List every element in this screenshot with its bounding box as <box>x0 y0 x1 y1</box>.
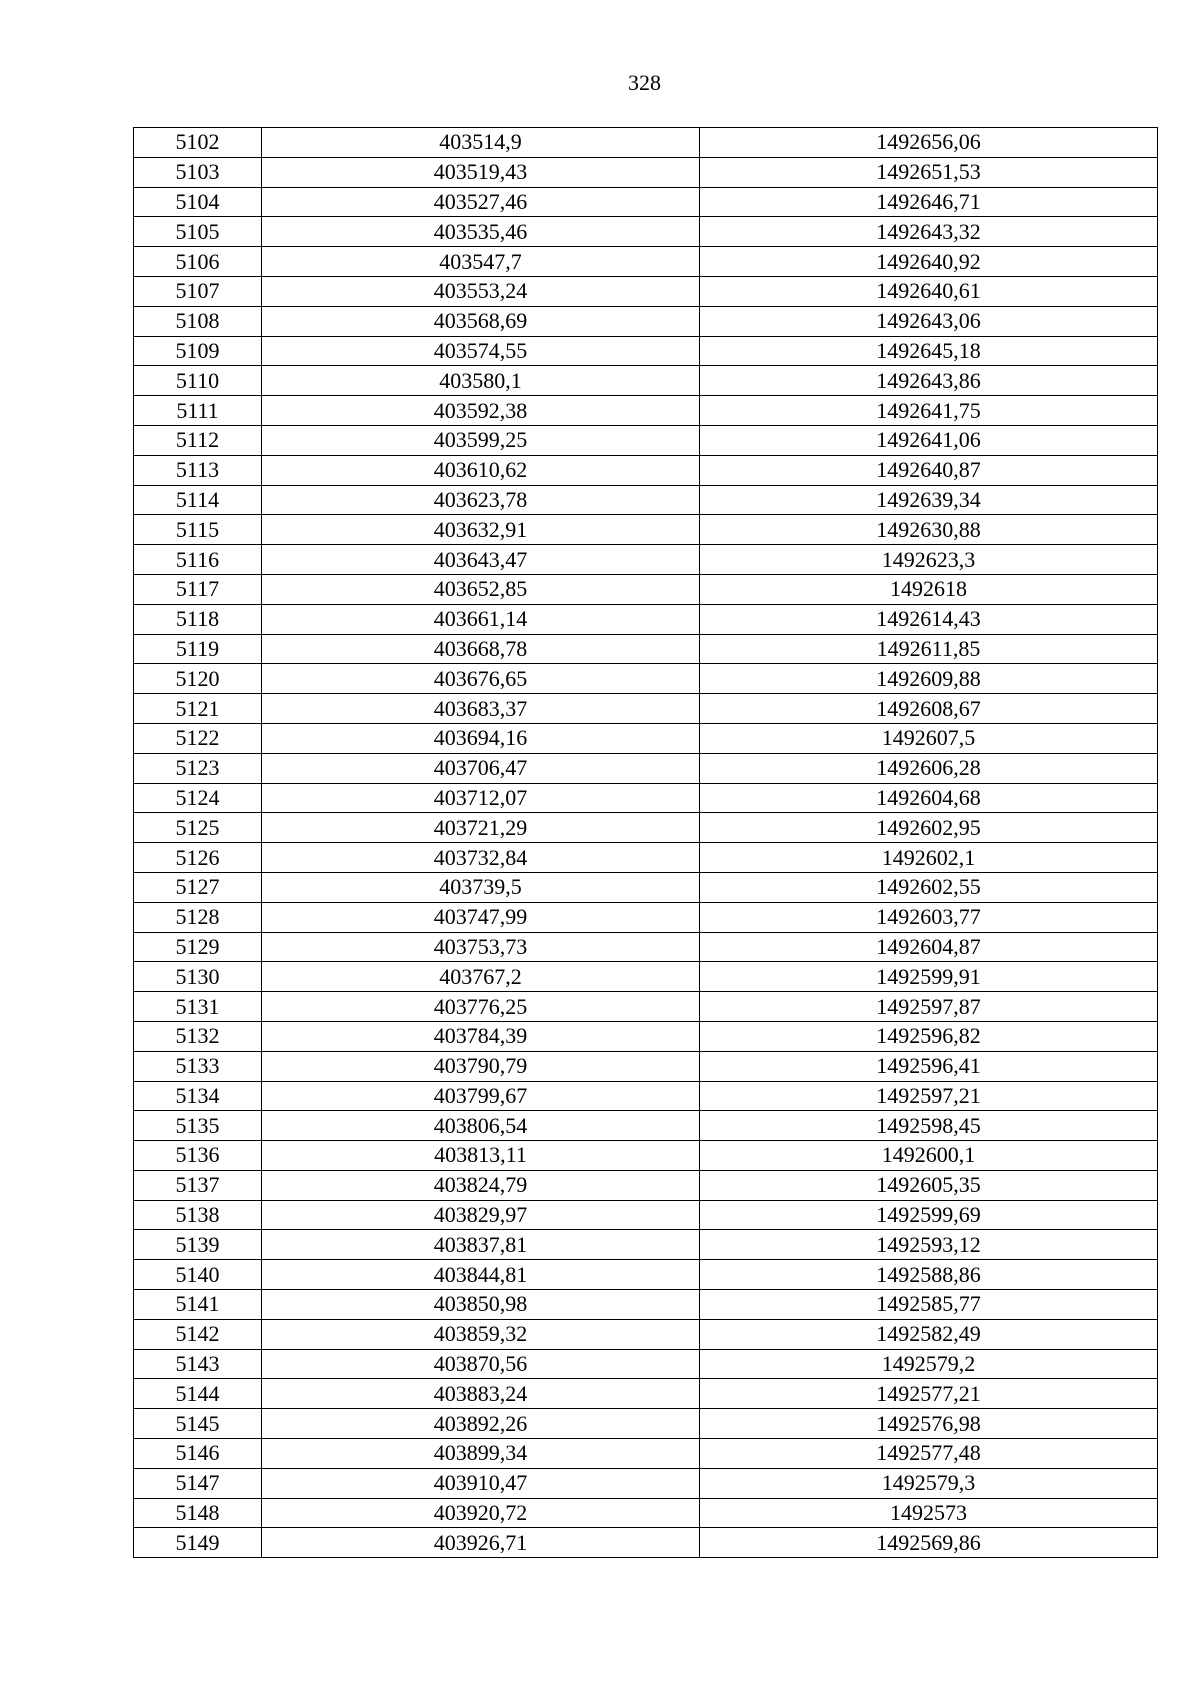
point-number-cell: 5117 <box>134 574 262 604</box>
point-number-cell: 5127 <box>134 872 262 902</box>
x-coordinate-cell: 403676,65 <box>262 664 700 694</box>
table-row <box>134 1528 1158 1558</box>
point-number-cell: 5149 <box>134 1528 262 1558</box>
y-coordinate-cell: 1492577,21 <box>700 1379 1158 1409</box>
y-coordinate-cell: 1492639,34 <box>700 485 1158 515</box>
y-coordinate-cell: 1492607,5 <box>700 723 1158 753</box>
table-row <box>134 128 1158 158</box>
point-number-cell: 5124 <box>134 783 262 813</box>
y-coordinate-cell: 1492641,75 <box>700 396 1158 426</box>
x-coordinate-cell: 403883,24 <box>262 1379 700 1409</box>
y-coordinate-cell: 1492604,68 <box>700 783 1158 813</box>
y-coordinate-cell: 1492646,71 <box>700 187 1158 217</box>
x-coordinate-cell: 403870,56 <box>262 1349 700 1379</box>
point-number-cell: 5121 <box>134 694 262 724</box>
point-number-cell: 5134 <box>134 1081 262 1111</box>
x-coordinate-cell: 403706,47 <box>262 753 700 783</box>
table-row <box>134 515 1158 545</box>
point-number-cell: 5146 <box>134 1439 262 1469</box>
point-number-cell: 5139 <box>134 1230 262 1260</box>
x-coordinate-cell: 403623,78 <box>262 485 700 515</box>
table-row <box>134 276 1158 306</box>
point-number-cell: 5102 <box>134 128 262 158</box>
point-number-cell: 5120 <box>134 664 262 694</box>
point-number-cell: 5103 <box>134 157 262 187</box>
point-number-cell: 5141 <box>134 1290 262 1320</box>
coordinates-table-body <box>134 128 1158 1558</box>
y-coordinate-cell: 1492643,06 <box>700 306 1158 336</box>
y-coordinate-cell: 1492640,61 <box>700 276 1158 306</box>
y-coordinate-cell: 1492602,55 <box>700 872 1158 902</box>
y-coordinate-cell: 1492582,49 <box>700 1319 1158 1349</box>
y-coordinate-cell: 1492611,85 <box>700 634 1158 664</box>
table-row <box>134 783 1158 813</box>
table-row <box>134 1349 1158 1379</box>
table-row <box>134 1260 1158 1290</box>
x-coordinate-cell: 403844,81 <box>262 1260 700 1290</box>
point-number-cell: 5135 <box>134 1111 262 1141</box>
point-number-cell: 5109 <box>134 336 262 366</box>
point-number-cell: 5104 <box>134 187 262 217</box>
x-coordinate-cell: 403694,16 <box>262 723 700 753</box>
y-coordinate-cell: 1492598,45 <box>700 1111 1158 1141</box>
y-coordinate-cell: 1492600,1 <box>700 1141 1158 1171</box>
y-coordinate-cell: 1492579,3 <box>700 1468 1158 1498</box>
y-coordinate-cell: 1492588,86 <box>700 1260 1158 1290</box>
x-coordinate-cell: 403892,26 <box>262 1409 700 1439</box>
y-coordinate-cell: 1492569,86 <box>700 1528 1158 1558</box>
y-coordinate-cell: 1492579,2 <box>700 1349 1158 1379</box>
point-number-cell: 5125 <box>134 813 262 843</box>
point-number-cell: 5142 <box>134 1319 262 1349</box>
x-coordinate-cell: 403806,54 <box>262 1111 700 1141</box>
table-row <box>134 247 1158 277</box>
x-coordinate-cell: 403592,38 <box>262 396 700 426</box>
x-coordinate-cell: 403776,25 <box>262 992 700 1022</box>
x-coordinate-cell: 403799,67 <box>262 1081 700 1111</box>
table-row <box>134 843 1158 873</box>
x-coordinate-cell: 403574,55 <box>262 336 700 366</box>
table-row <box>134 336 1158 366</box>
table-row <box>134 1081 1158 1111</box>
point-number-cell: 5137 <box>134 1170 262 1200</box>
table-row <box>134 932 1158 962</box>
point-number-cell: 5131 <box>134 992 262 1022</box>
point-number-cell: 5126 <box>134 843 262 873</box>
table-row <box>134 634 1158 664</box>
y-coordinate-cell: 1492645,18 <box>700 336 1158 366</box>
table-row <box>134 1379 1158 1409</box>
point-number-cell: 5145 <box>134 1409 262 1439</box>
x-coordinate-cell: 403547,7 <box>262 247 700 277</box>
y-coordinate-cell: 1492602,1 <box>700 843 1158 873</box>
point-number-cell: 5118 <box>134 604 262 634</box>
x-coordinate-cell: 403790,79 <box>262 1051 700 1081</box>
x-coordinate-cell: 403652,85 <box>262 574 700 604</box>
point-number-cell: 5119 <box>134 634 262 664</box>
x-coordinate-cell: 403632,91 <box>262 515 700 545</box>
table-row <box>134 1111 1158 1141</box>
x-coordinate-cell: 403753,73 <box>262 932 700 962</box>
y-coordinate-cell: 1492618 <box>700 574 1158 604</box>
table-row <box>134 694 1158 724</box>
y-coordinate-cell: 1492585,77 <box>700 1290 1158 1320</box>
y-coordinate-cell: 1492640,92 <box>700 247 1158 277</box>
table-row <box>134 664 1158 694</box>
x-coordinate-cell: 403519,43 <box>262 157 700 187</box>
table-row <box>134 574 1158 604</box>
table-row <box>134 1409 1158 1439</box>
table-row <box>134 485 1158 515</box>
table-row <box>134 1319 1158 1349</box>
y-coordinate-cell: 1492599,69 <box>700 1200 1158 1230</box>
x-coordinate-cell: 403643,47 <box>262 545 700 575</box>
x-coordinate-cell: 403747,99 <box>262 902 700 932</box>
y-coordinate-cell: 1492623,3 <box>700 545 1158 575</box>
table-row <box>134 992 1158 1022</box>
x-coordinate-cell: 403784,39 <box>262 1021 700 1051</box>
y-coordinate-cell: 1492593,12 <box>700 1230 1158 1260</box>
x-coordinate-cell: 403514,9 <box>262 128 700 158</box>
table-row <box>134 425 1158 455</box>
y-coordinate-cell: 1492605,35 <box>700 1170 1158 1200</box>
x-coordinate-cell: 403712,07 <box>262 783 700 813</box>
point-number-cell: 5140 <box>134 1260 262 1290</box>
point-number-cell: 5112 <box>134 425 262 455</box>
table-row <box>134 396 1158 426</box>
y-coordinate-cell: 1492603,77 <box>700 902 1158 932</box>
x-coordinate-cell: 403850,98 <box>262 1290 700 1320</box>
x-coordinate-cell: 403732,84 <box>262 843 700 873</box>
y-coordinate-cell: 1492576,98 <box>700 1409 1158 1439</box>
x-coordinate-cell: 403599,25 <box>262 425 700 455</box>
point-number-cell: 5107 <box>134 276 262 306</box>
table-row <box>134 306 1158 336</box>
table-row <box>134 1200 1158 1230</box>
y-coordinate-cell: 1492641,06 <box>700 425 1158 455</box>
table-row <box>134 1170 1158 1200</box>
point-number-cell: 5129 <box>134 932 262 962</box>
x-coordinate-cell: 403824,79 <box>262 1170 700 1200</box>
x-coordinate-cell: 403553,24 <box>262 276 700 306</box>
y-coordinate-cell: 1492577,48 <box>700 1439 1158 1469</box>
x-coordinate-cell: 403568,69 <box>262 306 700 336</box>
x-coordinate-cell: 403859,32 <box>262 1319 700 1349</box>
coordinates-table <box>133 127 1158 1558</box>
x-coordinate-cell: 403910,47 <box>262 1468 700 1498</box>
x-coordinate-cell: 403899,34 <box>262 1439 700 1469</box>
x-coordinate-cell: 403739,5 <box>262 872 700 902</box>
x-coordinate-cell: 403721,29 <box>262 813 700 843</box>
x-coordinate-cell: 403668,78 <box>262 634 700 664</box>
x-coordinate-cell: 403837,81 <box>262 1230 700 1260</box>
y-coordinate-cell: 1492643,32 <box>700 217 1158 247</box>
y-coordinate-cell: 1492656,06 <box>700 128 1158 158</box>
point-number-cell: 5116 <box>134 545 262 575</box>
y-coordinate-cell: 1492651,53 <box>700 157 1158 187</box>
point-number-cell: 5148 <box>134 1498 262 1528</box>
table-row <box>134 187 1158 217</box>
point-number-cell: 5105 <box>134 217 262 247</box>
table-row <box>134 545 1158 575</box>
y-coordinate-cell: 1492599,91 <box>700 962 1158 992</box>
table-row <box>134 813 1158 843</box>
y-coordinate-cell: 1492573 <box>700 1498 1158 1528</box>
table-row <box>134 455 1158 485</box>
point-number-cell: 5123 <box>134 753 262 783</box>
point-number-cell: 5133 <box>134 1051 262 1081</box>
point-number-cell: 5113 <box>134 455 262 485</box>
point-number-cell: 5106 <box>134 247 262 277</box>
y-coordinate-cell: 1492606,28 <box>700 753 1158 783</box>
point-number-cell: 5115 <box>134 515 262 545</box>
y-coordinate-cell: 1492602,95 <box>700 813 1158 843</box>
x-coordinate-cell: 403767,2 <box>262 962 700 992</box>
point-number-cell: 5138 <box>134 1200 262 1230</box>
table-row <box>134 1439 1158 1469</box>
table-row <box>134 157 1158 187</box>
y-coordinate-cell: 1492609,88 <box>700 664 1158 694</box>
table-row <box>134 872 1158 902</box>
y-coordinate-cell: 1492608,67 <box>700 694 1158 724</box>
x-coordinate-cell: 403926,71 <box>262 1528 700 1558</box>
table-row <box>134 723 1158 753</box>
table-row <box>134 902 1158 932</box>
x-coordinate-cell: 403610,62 <box>262 455 700 485</box>
table-row <box>134 1290 1158 1320</box>
table-row <box>134 1141 1158 1171</box>
x-coordinate-cell: 403580,1 <box>262 366 700 396</box>
point-number-cell: 5111 <box>134 396 262 426</box>
point-number-cell: 5114 <box>134 485 262 515</box>
table-row <box>134 1230 1158 1260</box>
point-number-cell: 5143 <box>134 1349 262 1379</box>
point-number-cell: 5108 <box>134 306 262 336</box>
table-row <box>134 1468 1158 1498</box>
x-coordinate-cell: 403813,11 <box>262 1141 700 1171</box>
point-number-cell: 5130 <box>134 962 262 992</box>
y-coordinate-cell: 1492604,87 <box>700 932 1158 962</box>
x-coordinate-cell: 403661,14 <box>262 604 700 634</box>
x-coordinate-cell: 403920,72 <box>262 1498 700 1528</box>
y-coordinate-cell: 1492597,21 <box>700 1081 1158 1111</box>
x-coordinate-cell: 403683,37 <box>262 694 700 724</box>
y-coordinate-cell: 1492643,86 <box>700 366 1158 396</box>
x-coordinate-cell: 403829,97 <box>262 1200 700 1230</box>
table-row <box>134 366 1158 396</box>
y-coordinate-cell: 1492596,41 <box>700 1051 1158 1081</box>
point-number-cell: 5110 <box>134 366 262 396</box>
point-number-cell: 5147 <box>134 1468 262 1498</box>
x-coordinate-cell: 403527,46 <box>262 187 700 217</box>
point-number-cell: 5122 <box>134 723 262 753</box>
table-row <box>134 962 1158 992</box>
table-row <box>134 1498 1158 1528</box>
page-number: 328 <box>628 70 661 95</box>
point-number-cell: 5144 <box>134 1379 262 1409</box>
point-number-cell: 5136 <box>134 1141 262 1171</box>
table-row <box>134 217 1158 247</box>
y-coordinate-cell: 1492596,82 <box>700 1021 1158 1051</box>
table-row <box>134 1051 1158 1081</box>
y-coordinate-cell: 1492614,43 <box>700 604 1158 634</box>
y-coordinate-cell: 1492630,88 <box>700 515 1158 545</box>
y-coordinate-cell: 1492640,87 <box>700 455 1158 485</box>
table-row <box>134 604 1158 634</box>
point-number-cell: 5128 <box>134 902 262 932</box>
x-coordinate-cell: 403535,46 <box>262 217 700 247</box>
y-coordinate-cell: 1492597,87 <box>700 992 1158 1022</box>
point-number-cell: 5132 <box>134 1021 262 1051</box>
table-row <box>134 753 1158 783</box>
table-row <box>134 1021 1158 1051</box>
